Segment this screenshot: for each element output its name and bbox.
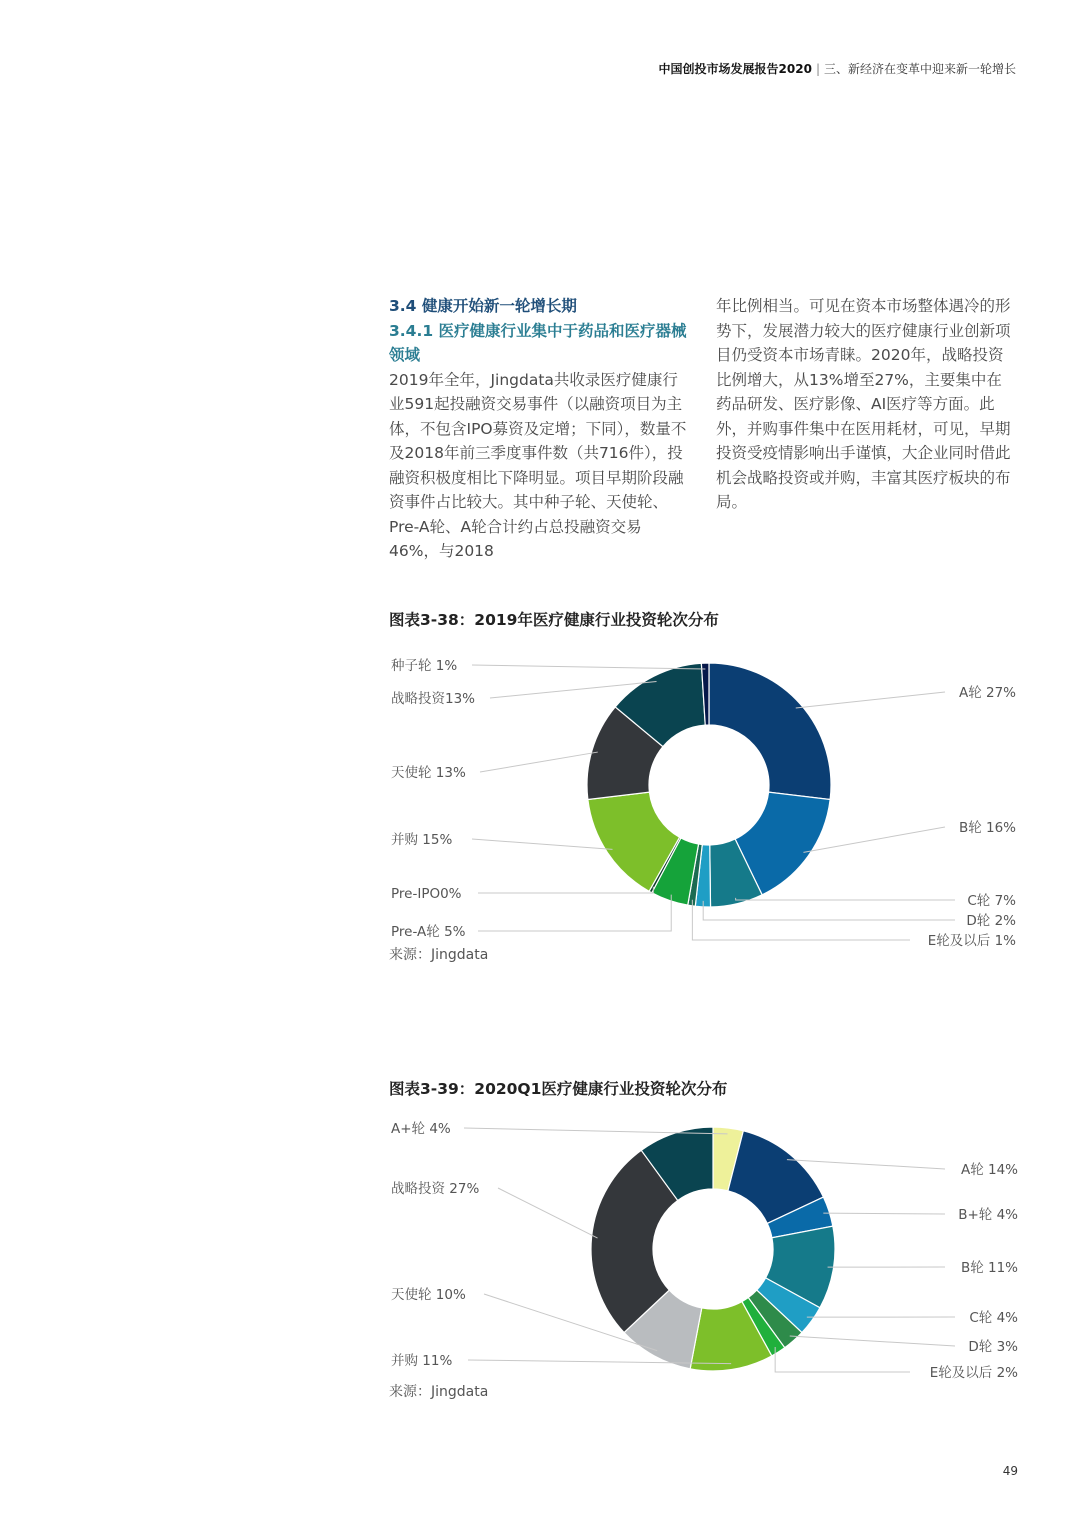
chart2-label-3: B轮 11% (960, 1260, 1018, 1276)
chart1-leader-7 (472, 839, 612, 849)
report-title: 中国创投市场发展报告2020 (658, 62, 812, 76)
chart2-label-9: 战略投资 27% (391, 1181, 480, 1197)
chart1-leader-6 (478, 887, 653, 893)
chart1-label-10: 种子轮 1% (391, 658, 458, 674)
body-text-left: 2019年全年，Jingdata共收录医疗健康行业591起投融资交易事件（以融资项目为主体，不包含IPO募资及定增；下同），数量不及2018年前三季度事件数（共716件），投融资积极度相比下降明显。项目早期阶段融资事件占比较大。其中种子轮、天使轮、Pre-A轮、A轮合计约占总投融资交易46%，与2018 (389, 370, 687, 560)
chart2-label-4: C轮 4% (969, 1310, 1018, 1326)
header-separator: | (815, 62, 820, 76)
chart2-label-6: E轮及以后 2% (929, 1365, 1018, 1381)
chart1-label-7: 并购 15% (391, 832, 453, 848)
chart2-label-1: A轮 14% (960, 1162, 1018, 1178)
chart2-label-7: 并购 11% (391, 1353, 453, 1369)
chart2-leader-6 (775, 1347, 910, 1372)
chart1-leader-8 (480, 752, 598, 772)
chart1-label-0: A轮 27% (958, 685, 1016, 701)
text-column-left (389, 294, 689, 564)
report-header (659, 60, 1016, 77)
chart2-leader-9 (498, 1188, 598, 1238)
chart2-leader-2 (823, 1213, 945, 1214)
chart2-label-0: A+轮 4% (391, 1121, 451, 1137)
chart1-label-4: E轮及以后 1% (927, 933, 1016, 949)
chart2-label-8: 天使轮 10% (391, 1287, 466, 1303)
chart1-leader-0 (796, 692, 945, 708)
chart1-donut (0, 640, 1080, 960)
chart1-slice-0 (709, 663, 831, 799)
chart2-title: 图表3-39：2020Q1医疗健康行业投资轮次分布 (389, 1080, 728, 1098)
chapter-title: 三、新经济在变革中迎来新一轮增长 (823, 62, 1016, 76)
section-title: 3.4 健康开始新一轮增长期 (389, 297, 577, 315)
section-subtitle: 3.4.1 医疗健康行业集中于药品和医疗器械领域 (389, 321, 687, 364)
chart1-leader-1 (803, 827, 945, 852)
chart1-leader-2 (736, 898, 955, 900)
chart2-label-5: D轮 3% (968, 1339, 1018, 1355)
chart2-label-2: B+轮 4% (958, 1207, 1018, 1223)
chart1-label-9: 战略投资13% (391, 691, 476, 707)
body-text-right: 年比例相当。可见在资本市场整体遇冷的形势下，发展潜力较大的医疗健康行业创新项目仍受资本市场青睐。2020年，战略投资比例增大，从13%增至27%，主要集中在药品研发、医疗影像、AI医疗等方面。此外，并购事件集中在医用耗材，可见，早期投资受疫情影响出手谨慎，大企业同时借此机会战略投资或并购，丰富其医疗板块的布局。 (716, 297, 1011, 511)
chart2-donut (0, 1115, 1080, 1385)
chart1-label-6: Pre-IPO0% (391, 886, 462, 902)
chart1-leader-3 (703, 901, 955, 920)
chart1-leader-10 (472, 665, 705, 669)
page-number: 49 (1002, 1464, 1018, 1478)
chart1-label-1: B轮 16% (958, 820, 1016, 836)
text-column-right (716, 294, 1016, 515)
chart1-label-5: Pre-A轮 5% (391, 924, 466, 940)
chart1-source: 来源：Jingdata (389, 947, 489, 963)
chart1-label-2: C轮 7% (967, 893, 1016, 909)
chart1-label-3: D轮 2% (966, 913, 1016, 929)
chart1-title: 图表3-38：2019年医疗健康行业投资轮次分布 (389, 611, 719, 629)
chart2-leader-1 (787, 1160, 945, 1169)
chart2-leader-5 (790, 1336, 955, 1346)
chart1-label-8: 天使轮 13% (391, 765, 466, 781)
chart2-source: 来源：Jingdata (389, 1384, 489, 1400)
chart1-leader-5 (478, 895, 671, 931)
